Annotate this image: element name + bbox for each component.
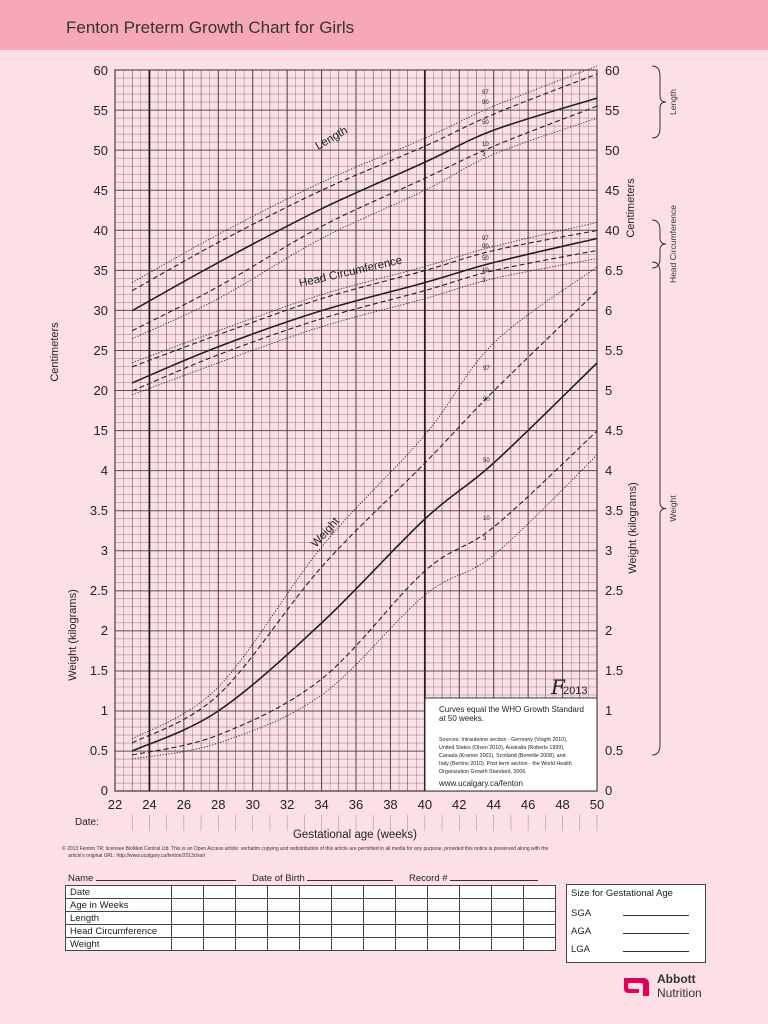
left-tick-label: 15 — [93, 423, 108, 438]
record-row-label: Length — [66, 912, 172, 925]
length-bracket — [652, 66, 666, 138]
left-tick-label: 30 — [93, 303, 108, 318]
record-cell[interactable] — [172, 899, 204, 912]
record-cell[interactable] — [524, 899, 556, 912]
right-tick-label: 0 — [605, 783, 613, 798]
right-tick-label: 45 — [605, 183, 620, 198]
notes-source-line: Italy (Bertino 2010). Post term section - the World Health — [439, 761, 572, 767]
date-label: Date: — [75, 817, 99, 828]
x-tick-label: 42 — [452, 797, 467, 812]
x-tick-label: 22 — [107, 797, 123, 812]
record-cell[interactable] — [204, 938, 236, 951]
record-cell[interactable] — [300, 886, 332, 899]
left-axis-label-bottom: Weight (kilograms) — [67, 589, 79, 681]
copyright-line-1: © 2013 Fenton TR; licensee BioMed Central Ltd. This is an Open Access article: verbatim copying and redistribution of this article are permitted in all media for any purpose, provided this notice is preserved along with the — [62, 846, 549, 852]
record-cell[interactable] — [460, 886, 492, 899]
weight-percentile-label: 3 — [483, 536, 487, 542]
x-tick-label: 28 — [211, 797, 226, 812]
notes-source-line: United States (Olsen 2010), Australia (Roberts 1999), — [439, 745, 565, 751]
head-percentile-label: 10 — [482, 268, 489, 274]
record-cell[interactable] — [172, 925, 204, 938]
logo-line-2: Nutrition — [657, 986, 702, 1000]
record-cell[interactable] — [332, 899, 364, 912]
weight-percentile-label: 10 — [483, 516, 490, 522]
head-percentile-label: 50 — [482, 256, 489, 262]
dob-field[interactable] — [252, 871, 393, 884]
copyright-notice — [62, 846, 662, 860]
x-tick-label: 30 — [245, 797, 260, 812]
record-cell[interactable] — [428, 899, 460, 912]
record-row-label: Head Circumference — [66, 925, 172, 938]
x-axis-label: Gestational age (weeks) — [292, 829, 418, 841]
name-label: Name — [68, 873, 94, 884]
weight-bracket-label: Weight — [668, 495, 678, 522]
record-cell[interactable] — [268, 925, 300, 938]
left-tick-label: 0.5 — [89, 743, 108, 758]
record-cell[interactable] — [236, 899, 268, 912]
head-percentile-label: 97 — [482, 236, 489, 242]
notes-source-line: Organization Growth Standard, 2006. — [439, 769, 527, 775]
left-tick-label: 25 — [93, 343, 108, 358]
right-tick-label: 1.5 — [605, 663, 624, 678]
record-cell[interactable] — [460, 899, 492, 912]
right-tick-label: 3.5 — [605, 503, 624, 518]
record-cell[interactable] — [492, 912, 524, 925]
record-cell[interactable] — [300, 938, 332, 951]
record-cell[interactable] — [172, 886, 204, 899]
record-field[interactable] — [409, 871, 538, 884]
aga-label: AGA — [571, 926, 592, 937]
notes-line-1: Curves equal the WHO Growth Standard — [439, 705, 584, 714]
length-percentile-label: 97 — [482, 90, 489, 96]
length-percentile-label: 10 — [482, 142, 489, 148]
left-tick-label: 1.5 — [89, 663, 108, 678]
x-tick-label: 44 — [486, 797, 501, 812]
sga-line[interactable] — [623, 906, 689, 916]
record-cell[interactable] — [492, 886, 524, 899]
record-cell[interactable] — [268, 899, 300, 912]
record-cell[interactable] — [460, 912, 492, 925]
record-table — [65, 885, 556, 951]
record-row — [66, 938, 556, 951]
head-percentile-label: 90 — [482, 244, 489, 250]
record-cell[interactable] — [236, 938, 268, 951]
record-cell[interactable] — [428, 925, 460, 938]
x-tick-label: 50 — [589, 797, 605, 812]
left-tick-label: 3 — [100, 543, 108, 558]
record-cell[interactable] — [300, 925, 332, 938]
record-cell[interactable] — [364, 925, 396, 938]
head-percentile-label: 3 — [482, 278, 486, 284]
weight-curve-label: Weight — [309, 515, 343, 551]
record-cell[interactable] — [332, 925, 364, 938]
record-cell[interactable] — [268, 912, 300, 925]
record-cell[interactable] — [236, 912, 268, 925]
x-tick-label: 48 — [555, 797, 570, 812]
right-tick-label: 5.5 — [605, 343, 624, 358]
record-cell[interactable] — [332, 938, 364, 951]
left-tick-label: 1 — [100, 703, 108, 718]
record-cell[interactable] — [396, 886, 428, 899]
record-cell[interactable] — [492, 925, 524, 938]
record-cell[interactable] — [300, 899, 332, 912]
left-tick-label: 40 — [93, 223, 108, 238]
weight-percentile-label: 97 — [483, 366, 490, 372]
record-cell[interactable] — [364, 886, 396, 899]
record-cell[interactable] — [492, 938, 524, 951]
right-tick-label: 60 — [605, 63, 620, 78]
x-tick-label: 46 — [520, 797, 536, 812]
size-title: Size for Gestational Age — [571, 888, 673, 899]
record-row-label: Date — [66, 886, 172, 899]
length-percentile-label: 90 — [482, 100, 489, 106]
record-cell[interactable] — [524, 925, 556, 938]
record-cell[interactable] — [396, 899, 428, 912]
right-tick-label: 55 — [605, 103, 620, 118]
length-bracket-label: Length — [668, 89, 678, 115]
length-percentile-label: 50 — [482, 120, 489, 126]
left-tick-label: 2.5 — [89, 583, 108, 598]
abbott-logo-icon — [622, 972, 652, 1000]
record-cell[interactable] — [236, 925, 268, 938]
record-cell[interactable] — [332, 886, 364, 899]
lga-label: LGA — [571, 944, 591, 955]
record-row-label: Weight — [66, 938, 172, 951]
sga-label: SGA — [571, 908, 592, 919]
record-row — [66, 886, 556, 899]
record-cell[interactable] — [172, 912, 204, 925]
right-tick-label: 2 — [605, 623, 613, 638]
left-tick-label: 20 — [93, 383, 108, 398]
record-cell[interactable] — [268, 886, 300, 899]
title-bar — [0, 0, 768, 50]
right-tick-label: 0.5 — [605, 743, 624, 758]
fenton-logo-year: 2013 — [563, 685, 588, 697]
record-cell[interactable] — [236, 886, 268, 899]
head-circumference-bracket — [652, 220, 666, 268]
weight-bracket — [652, 262, 666, 755]
record-row — [66, 899, 556, 912]
record-cell[interactable] — [204, 925, 236, 938]
left-tick-label: 3.5 — [89, 503, 108, 518]
record-cell[interactable] — [524, 912, 556, 925]
weight-percentile-label: 90 — [483, 397, 490, 403]
x-tick-label: 38 — [383, 797, 398, 812]
right-axis-label-top: Centimeters — [625, 178, 637, 238]
left-tick-label: 45 — [93, 183, 108, 198]
record-cell[interactable] — [300, 912, 332, 925]
record-cell[interactable] — [492, 899, 524, 912]
left-tick-label: 0 — [100, 783, 108, 798]
right-tick-label: 3 — [605, 543, 613, 558]
head-circumference-bracket-label: Head Circumference — [668, 205, 678, 283]
left-tick-label: 60 — [93, 63, 108, 78]
copyright-line-2: article's original URL: http://www.ucalgary.ca/fenton/2013chart — [68, 853, 206, 859]
record-cell[interactable] — [396, 925, 428, 938]
weight-percentile-label: 50 — [483, 458, 490, 464]
record-cell[interactable] — [268, 938, 300, 951]
length-percentile-label: 3 — [482, 152, 486, 158]
record-cell[interactable] — [428, 938, 460, 951]
record-line[interactable] — [450, 871, 538, 881]
record-cell[interactable] — [428, 886, 460, 899]
logo-line-1: Abbott — [657, 972, 696, 986]
right-tick-label: 6 — [605, 303, 613, 318]
record-cell[interactable] — [204, 886, 236, 899]
x-tick-label: 26 — [176, 797, 192, 812]
record-cell[interactable] — [364, 899, 396, 912]
aga-line[interactable] — [623, 924, 689, 934]
right-tick-label: 4.5 — [605, 423, 624, 438]
record-cell[interactable] — [204, 912, 236, 925]
notes-url: www.ucalgary.ca/fenton — [439, 779, 523, 788]
size-for-gestational-age-box — [566, 884, 706, 963]
notes-line-2: at 50 weeks. — [439, 714, 484, 723]
record-cell[interactable] — [204, 899, 236, 912]
name-line[interactable] — [96, 871, 236, 881]
fenton-logo-mark: F — [551, 675, 565, 699]
record-cell[interactable] — [172, 938, 204, 951]
dob-label: Date of Birth — [252, 873, 305, 884]
record-row-label: Age in Weeks — [66, 899, 172, 912]
right-tick-label: 5 — [605, 383, 613, 398]
right-tick-label: 4 — [605, 463, 613, 478]
right-tick-label: 40 — [605, 223, 620, 238]
left-tick-label: 35 — [93, 263, 108, 278]
right-tick-label: 1 — [605, 703, 613, 718]
x-tick-label: 34 — [314, 797, 329, 812]
record-cell[interactable] — [428, 912, 460, 925]
right-axis-label-bottom: Weight (kilograms) — [627, 482, 639, 574]
record-cell[interactable] — [460, 925, 492, 938]
growth-chart — [0, 50, 768, 850]
notes-source-line: Sources: Intrauterine section - Germany (Voight 2010), — [439, 737, 568, 743]
notes-source-line: Canada (Kramer 2001), Scotland (Bonellie 2008), and — [439, 753, 566, 759]
record-cell[interactable] — [364, 938, 396, 951]
record-cell[interactable] — [364, 912, 396, 925]
record-cell[interactable] — [396, 938, 428, 951]
record-row — [66, 925, 556, 938]
x-tick-label: 40 — [417, 797, 433, 812]
left-tick-label: 4 — [100, 463, 108, 478]
record-label: Record # — [409, 873, 448, 884]
lga-line[interactable] — [623, 942, 689, 952]
record-cell[interactable] — [332, 912, 364, 925]
right-tick-label: 6.5 — [605, 263, 624, 278]
record-cell[interactable] — [460, 938, 492, 951]
right-tick-label: 50 — [605, 143, 620, 158]
left-tick-label: 2 — [100, 623, 108, 638]
right-tick-label: 2.5 — [605, 583, 624, 598]
record-cell[interactable] — [524, 938, 556, 951]
page-title: Fenton Preterm Growth Chart for Girls — [66, 18, 355, 37]
left-axis-label-top: Centimeters — [49, 322, 61, 382]
record-row — [66, 912, 556, 925]
left-tick-label: 55 — [93, 103, 108, 118]
x-tick-label: 32 — [279, 797, 295, 812]
head-circumference-curve-label: Head Circumference — [297, 254, 404, 290]
x-tick-label: 36 — [348, 797, 364, 812]
x-tick-label: 24 — [142, 797, 157, 812]
left-tick-label: 50 — [93, 143, 108, 158]
record-cell[interactable] — [396, 912, 428, 925]
length-curve-label: Length — [313, 124, 350, 153]
dob-line[interactable] — [307, 871, 393, 881]
name-field[interactable] — [68, 871, 236, 884]
record-cell[interactable] — [524, 886, 556, 899]
